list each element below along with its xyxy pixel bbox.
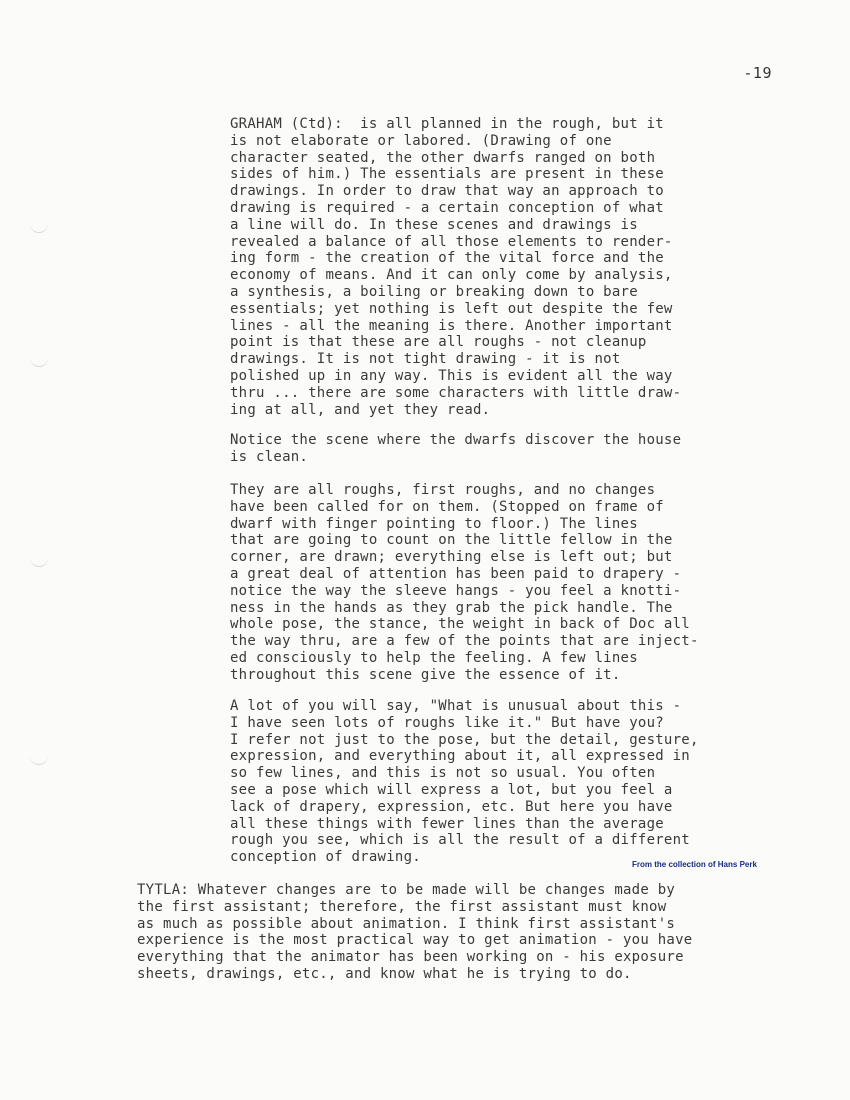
text-line: have been called for on them. (Stopped on frame of [230, 498, 664, 515]
text-line: TYTLA: Whatever changes are to be made will be changes made by [137, 882, 676, 898]
text-line: see a pose which will express a lot, but you feel a [230, 782, 673, 798]
text-line: the first assistant; therefore, the first assistant must know [137, 898, 667, 915]
scan-mark [40, 44, 100, 54]
text-line: lines - all the meaning is there. Another important [230, 317, 673, 334]
text-line: a synthesis, a boiling or breaking down to bare [230, 284, 638, 300]
text-line: sides of him.) The essentials are present in these [230, 166, 664, 183]
text-line: whole pose, the stance, the weight in back of Doc all [230, 616, 690, 633]
text-line: polished up in any way. This is evident all the way [230, 368, 673, 384]
text-line: expression, and everything about it, all expressed in [230, 748, 690, 765]
text-line: essentials; yet nothing is left out despite the few [230, 300, 673, 317]
page-number: -19 [743, 64, 772, 82]
punch-hole-mark [30, 356, 48, 367]
text-line: rough you see, which is all the result of a different [230, 832, 690, 849]
text-line: experience is the most practical way to get animation - you have [137, 932, 693, 949]
text-line: notice the way the sleeve hangs - you feel a knotti- [230, 582, 682, 599]
text-line: the way thru, are a few of the points that are inject- [230, 633, 699, 650]
text-line: drawings. In order to draw that way an approach to [230, 183, 664, 200]
text-line: ed consciously to help the feeling. A few lines [230, 650, 638, 666]
text-line: is clean. [230, 448, 309, 465]
text-line: I refer not just to the pose, but the detail, gesture, [230, 731, 699, 748]
text-line: thru ... there are some characters with little draw- [230, 384, 682, 401]
text-line: ing at all, and yet they read. [230, 401, 491, 418]
collection-credit: From the collection of Hans Perk [632, 860, 757, 869]
text-line: conception of drawing. [230, 849, 421, 866]
text-line: all these things with fewer lines than the average [230, 815, 664, 832]
text-line: sheets, drawings, etc., and know what he is trying to do. [137, 966, 632, 982]
text-line: economy of means. And it can only come by analysis, [230, 267, 673, 284]
text-line: revealed a balance of all those elements to render- [230, 233, 673, 250]
text-line: Notice the scene where the dwarfs discover the house [230, 432, 682, 448]
text-line: lack of drapery, expression, etc. But here you have [230, 798, 673, 815]
text-line: I have seen lots of roughs like it." But have you? [230, 714, 664, 731]
text-line: that are going to count on the little fellow in the [230, 532, 673, 549]
text-line: drawings. It is not tight drawing - it is not [230, 351, 621, 368]
text-line: A lot of you will say, "What is unusual about this - [230, 698, 682, 714]
text-line: is not elaborate or labored. (Drawing of one [230, 132, 612, 149]
text-line: ness in the hands as they grab the pick handle. The [230, 599, 673, 616]
punch-hole-mark [30, 754, 48, 765]
punch-hole-mark [30, 222, 48, 233]
punch-hole-mark [30, 556, 48, 567]
text-line: a great deal of attention has been paid to drapery - [230, 566, 682, 582]
text-line: character seated, the other dwarfs ranged on both [230, 149, 656, 166]
text-line: corner, are drawn; everything else is left out; but [230, 549, 673, 566]
text-line: dwarf with finger pointing to floor.) The lines [230, 515, 638, 532]
text-line: everything that the animator has been working on - his exposure [137, 949, 684, 966]
text-line: point is that these are all roughs - not cleanup [230, 334, 647, 351]
text-line: as much as possible about animation. I think first assistant's [137, 915, 676, 932]
text-line: ing form - the creation of the vital force and the [230, 250, 664, 267]
text-line: a line will do. In these scenes and drawings is [230, 216, 638, 233]
text-line: drawing is required - a certain conception of what [230, 200, 664, 216]
text-line: GRAHAM (Ctd): is all planned in the rough, but it [230, 116, 664, 132]
text-line: throughout this scene give the essence of it. [230, 666, 621, 683]
text-line: They are all roughs, first roughs, and no changes [230, 482, 656, 498]
text-line: so few lines, and this is not so usual. You often [230, 765, 656, 782]
